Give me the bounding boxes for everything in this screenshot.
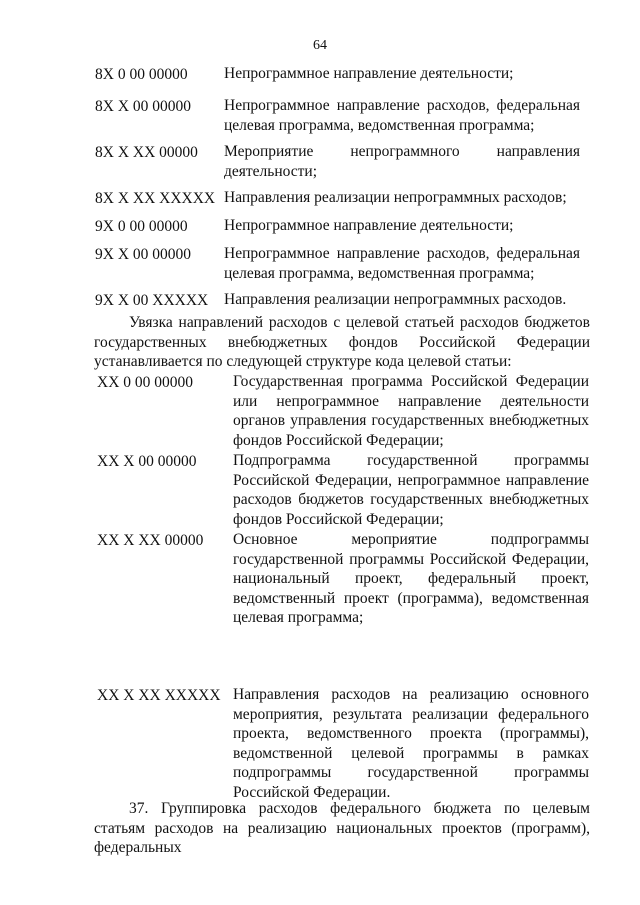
code-value: 8Х 0 00 00000 bbox=[95, 66, 188, 83]
code-value: ХХ Х ХХ ХХХХХ bbox=[97, 687, 221, 704]
code-description: Непрограммное направление деятельности; bbox=[224, 217, 514, 234]
code-description: Мероприятие непрограммного направления деятельности; bbox=[224, 143, 580, 180]
code-description: Непрограммное направление расходов, федеральная целевая программа, ведомственная программа; bbox=[224, 245, 580, 282]
code-description: Непрограммное направление деятельности; bbox=[224, 65, 514, 82]
code-value: ХХ Х ХХ 00000 bbox=[97, 532, 204, 549]
intro-paragraph: Увязка направлений расходов с целевой статьей расходов бюджетов государственных внебюджетных фондов Российской Федерации устанавливается по следующей структуре кода целевой статьи: bbox=[94, 314, 590, 370]
code-value: ХХ 0 00 00000 bbox=[97, 374, 194, 391]
page-number: 64 bbox=[313, 38, 327, 53]
code-description: Направления расходов на реализацию основного мероприятия, результата реализации федерального проекта, ведомственного проекта (программы), ведомственной целевой программы в рамках подпрограммы государственной программы Российской Федерации. bbox=[233, 686, 589, 801]
code-value: 9Х Х 00 ХХХХХ bbox=[95, 292, 209, 309]
section-37-paragraph: 37. Группировка расходов федерального бюджета по целевым статьям расходов на реализацию национальных проектов (программ), федеральных bbox=[94, 800, 590, 856]
code-value: 9Х 0 00 00000 bbox=[95, 218, 188, 235]
code-value: 8Х Х 00 00000 bbox=[95, 98, 192, 115]
code-value: 8Х Х ХХ ХХХХХ bbox=[95, 190, 216, 207]
code-description: Направления реализации непрограммных расходов. bbox=[224, 291, 567, 308]
code-description: Государственная программа Российской Федерации или непрограммное направление деятельности органов управления государственных внебюджетных фондов Российской Федерации; bbox=[233, 373, 589, 449]
code-value: 8Х Х ХХ 00000 bbox=[95, 144, 198, 161]
code-description: Направления реализации непрограммных расходов; bbox=[224, 189, 567, 206]
code-value: 9Х Х 00 00000 bbox=[95, 246, 192, 263]
code-description: Непрограммное направление расходов, федеральная целевая программа, ведомственная программа; bbox=[224, 97, 580, 134]
code-description: Подпрограмма государственной программы Российской Федерации, непрограммное направление расходов бюджетов государственных внебюджетных фондов Российской Федерации; bbox=[233, 452, 589, 528]
code-description: Основное мероприятие подпрограммы государственной программы Российской Федерации, национальный проект, федеральный проект, ведомственный проект (программа), ведомственная целевая программа; bbox=[233, 531, 589, 626]
code-value: ХХ Х 00 00000 bbox=[97, 453, 197, 470]
